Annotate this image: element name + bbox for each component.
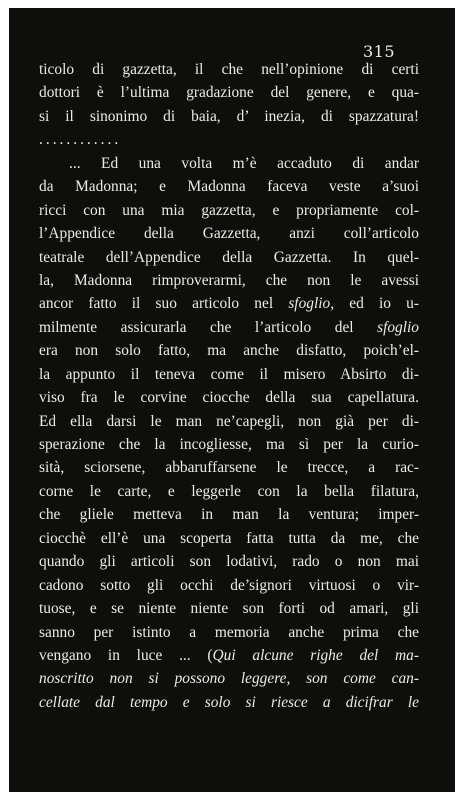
text-line bbox=[39, 316, 419, 339]
text-line: viso fra le corvine ciocche della sua capellatura. bbox=[39, 389, 419, 407]
text-line: quando gli articoli son lodativi, rado o non mai bbox=[39, 553, 419, 571]
text-line: ticolo di gazzetta, il che nell’opinione di certi bbox=[39, 61, 419, 78]
text-line: ... Ed una volta m’è accaduto di andar bbox=[69, 154, 419, 172]
text-line: sperazione che la incogliesse, ma sì per la curio- bbox=[39, 436, 419, 453]
text-line: ciocchè ell’è una scoperta fatta tutta da me, che bbox=[39, 529, 419, 547]
text-line: teatrale dell’Appendice della Gazzetta. In quel- bbox=[39, 248, 419, 266]
page-number: 315 bbox=[362, 42, 395, 61]
text-line: Ed ella darsi le man ne’capegli, non già per di- bbox=[39, 412, 419, 430]
text-line: dottori è l’ultima gradazione del genere, e qua- bbox=[39, 84, 419, 102]
text-line: sanno per istinto a memoria anche prima che bbox=[39, 623, 419, 641]
ellipsis-line: ............ bbox=[39, 131, 122, 149]
text-line: ricci con una mia gazzetta, e propriamente col- bbox=[39, 201, 419, 219]
text-line: si il sinonimo di baia, d’ inezia, di spazzatura! bbox=[39, 107, 419, 125]
text-line: corne le carte, e leggerle con la bella filatura, bbox=[39, 482, 419, 500]
italic-segment: noscritto non si possono leggere, son come can- bbox=[39, 670, 419, 688]
text-line bbox=[39, 292, 419, 315]
text-line: che gliele metteva in man la ventura; imper- bbox=[39, 506, 419, 524]
text-line: da Madonna; e Madonna faceva veste a’suoi bbox=[39, 178, 419, 196]
text-segment: ancor fatto il suo articolo nel bbox=[39, 295, 289, 313]
italic-segment: sfoglio bbox=[288, 295, 331, 313]
text-line: la, Madonna rimproverarmi, che non le avessi bbox=[39, 271, 419, 289]
text-line: sità, sciorsene, abbaruffarsene le trecce, a rac- bbox=[39, 459, 419, 477]
text-line bbox=[39, 667, 419, 690]
italic-segment: Qui alcune righe del ma- bbox=[212, 646, 419, 664]
italic-segment: sfoglio bbox=[377, 318, 419, 336]
text-line: la appunto il teneva come il misero Absirto di- bbox=[39, 365, 419, 383]
text-line: era non solo fatto, ma anche disfatto, poich’el- bbox=[39, 342, 419, 360]
text-segment: vengano in luce ... ( bbox=[39, 646, 213, 664]
text-segment: milmente assicurarla che l’articolo del bbox=[39, 318, 378, 336]
text-line: cadono sotto gli occhi de’signori virtuosi o vir- bbox=[39, 576, 419, 594]
text-line bbox=[39, 691, 419, 714]
italic-segment: cellate dal tempo e solo si riesce a dicifrar le bbox=[39, 693, 419, 711]
text-line: tuose, e se niente niente son forti od amari, gli bbox=[39, 600, 419, 618]
book-page bbox=[9, 8, 455, 792]
body-text bbox=[39, 58, 419, 714]
text-segment: , ed io u- bbox=[330, 295, 419, 313]
text-line: l’Appendice della Gazzetta, anzi coll’articolo bbox=[39, 225, 419, 243]
text-line bbox=[39, 644, 419, 667]
